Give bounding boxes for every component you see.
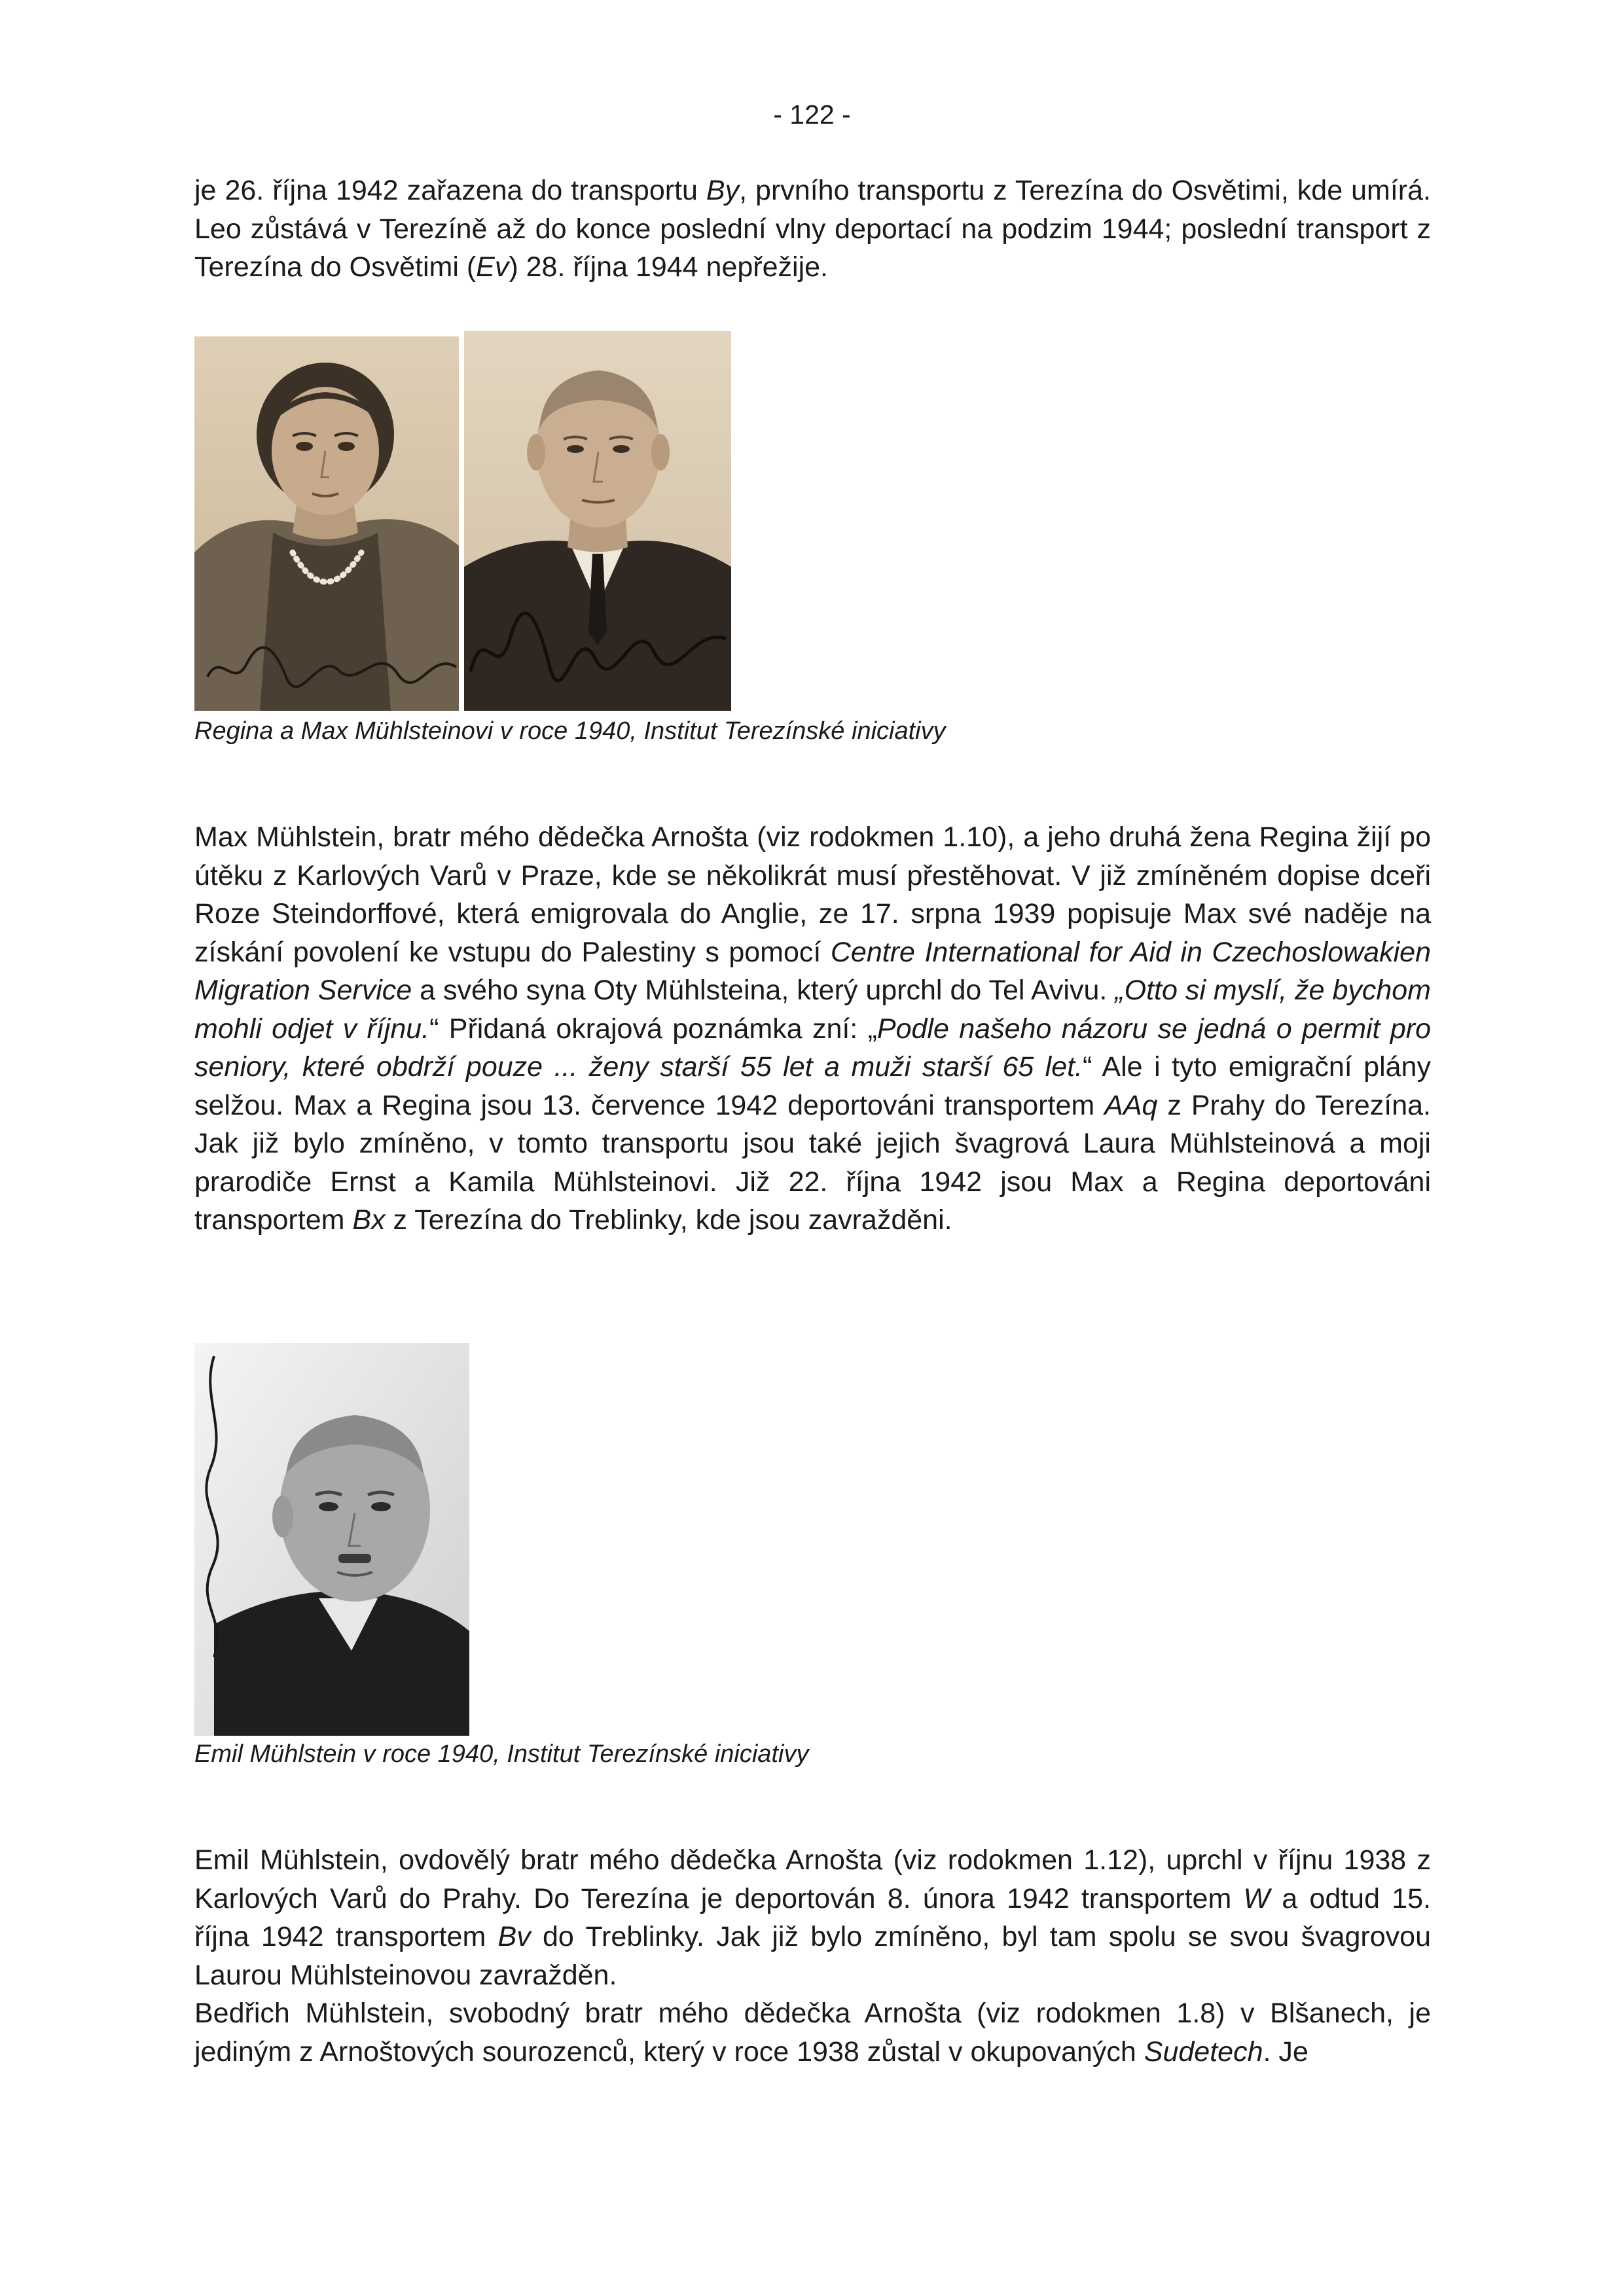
text-run: “ Ale i tyto emigrační plány selžou. Max a Regina jsou 13. července 1942 deportováni transportem (194, 1051, 1431, 1121)
transport-code: Ev (476, 251, 509, 283)
text-run: a odtud 15. října 1942 transportem (194, 1882, 1431, 1952)
paragraph-4 (194, 1994, 1431, 2071)
text-run: a svého syna Oty Mühlsteina, který uprchl do Tel Avivu. (412, 975, 1115, 1006)
text-run: do Treblinky. Jak již bylo zmíněno, byl tam spolu se svou švagrovou Laurou Mühlsteinovou zavražděn. (194, 1921, 1431, 1991)
text-run: z Prahy do Terezína. Jak již bylo zmíněno, v tomto transportu jsou také jejich švagrová Laura Mühlsteinová a moji prarodiče Ernst a Kamila Mühlsteinovi. Již 22. října 1942 jsou Max a Regina deportováni transportem (194, 1089, 1431, 1236)
portrait-max-image (464, 331, 731, 711)
text-run: Max Mühlstein, bratr mého dědečka Arnošta (viz rodokmen 1.10), a jeho druhá žena Regina žijí po útěku z Karlových Varů v Praze, kde se několikrát musí přestěhovat. V již zmíněném dopise dceři Roze Steindorffové, která emigrovala do Anglie, ze 17. srpna 1939 popisuje Max své naděje na získání povolení ke vstupu do Palestiny s pomocí (194, 821, 1431, 968)
photo-regina (194, 336, 459, 711)
region-name: Sudetech (1144, 2036, 1263, 2068)
transport-code: Bx (352, 1204, 386, 1236)
portrait-emil-image (194, 1343, 469, 1736)
text-run: Emil Mühlstein, ovdovělý bratr mého dědečka Arnošta (viz rodokmen 1.12), uprchl v říjnu 1938 z Karlových Varů do Prahy. Do Terezína je deportován 8. února 1942 transportem (194, 1844, 1431, 1914)
text-run: ) 28. října 1944 nepřežije. (509, 251, 828, 283)
text-run: . Je (1263, 2036, 1308, 2068)
page-number: - 122 - (773, 99, 851, 130)
text-run: , prvního transportu z Terezína do Osvětimi, kde umírá. Leo zůstává v Terezíně až do konce poslední vlny deportací na podzim 1944; poslední transport z Terezína do Osvětimi ( (194, 175, 1431, 283)
paragraph-4-text (194, 1994, 1431, 2071)
transport-code: By (706, 175, 740, 206)
photo-max (464, 331, 731, 711)
organization-name: Centre International for Aid in Czechoslowakien Migration Service (194, 936, 1431, 1006)
photo-emil (194, 1343, 469, 1736)
text-run: z Terezína do Treblinky, kde jsou zavražděni. (385, 1204, 952, 1236)
photo-1-caption: Regina a Max Mühlsteinovi v roce 1940, Institut Terezínské iniciativy (194, 717, 946, 745)
paragraph-2-text (194, 818, 1431, 1240)
paragraph-3 (194, 1841, 1431, 1994)
transport-code: Bv (497, 1921, 531, 1952)
photo-2-caption: Emil Mühlstein v roce 1940, Institut Terezínské iniciativy (194, 1740, 809, 1768)
paragraph-3-text (194, 1841, 1431, 1994)
transport-code: W (1243, 1882, 1271, 1914)
transport-code: AAq (1104, 1089, 1158, 1121)
margin-note-quote: Podle našeho názoru se jedná o permit pro seniory, které obdrží pouze ... ženy starší 55 let a muži starší 65 let. (194, 1013, 1431, 1083)
text-run: je 26. října 1942 zařazena do transportu (194, 175, 706, 206)
letter-quote: „Otto si myslí, že bychom mohli odjet v říjnu. (194, 975, 1432, 1045)
paragraph-1 (194, 171, 1431, 287)
paragraph-1-text (194, 171, 1431, 287)
text-run: “ Přidaná okrajová poznámka zní: „ (429, 1013, 877, 1045)
portrait-regina-image (194, 336, 459, 711)
paragraph-2 (194, 818, 1431, 1240)
text-run: Bedřich Mühlstein, svobodný bratr mého dědečka Arnošta (viz rodokmen 1.8) v Blšanech, je jediným z Arnoštových sourozenců, který v roce 1938 zůstal v okupovaných (194, 1998, 1431, 2068)
